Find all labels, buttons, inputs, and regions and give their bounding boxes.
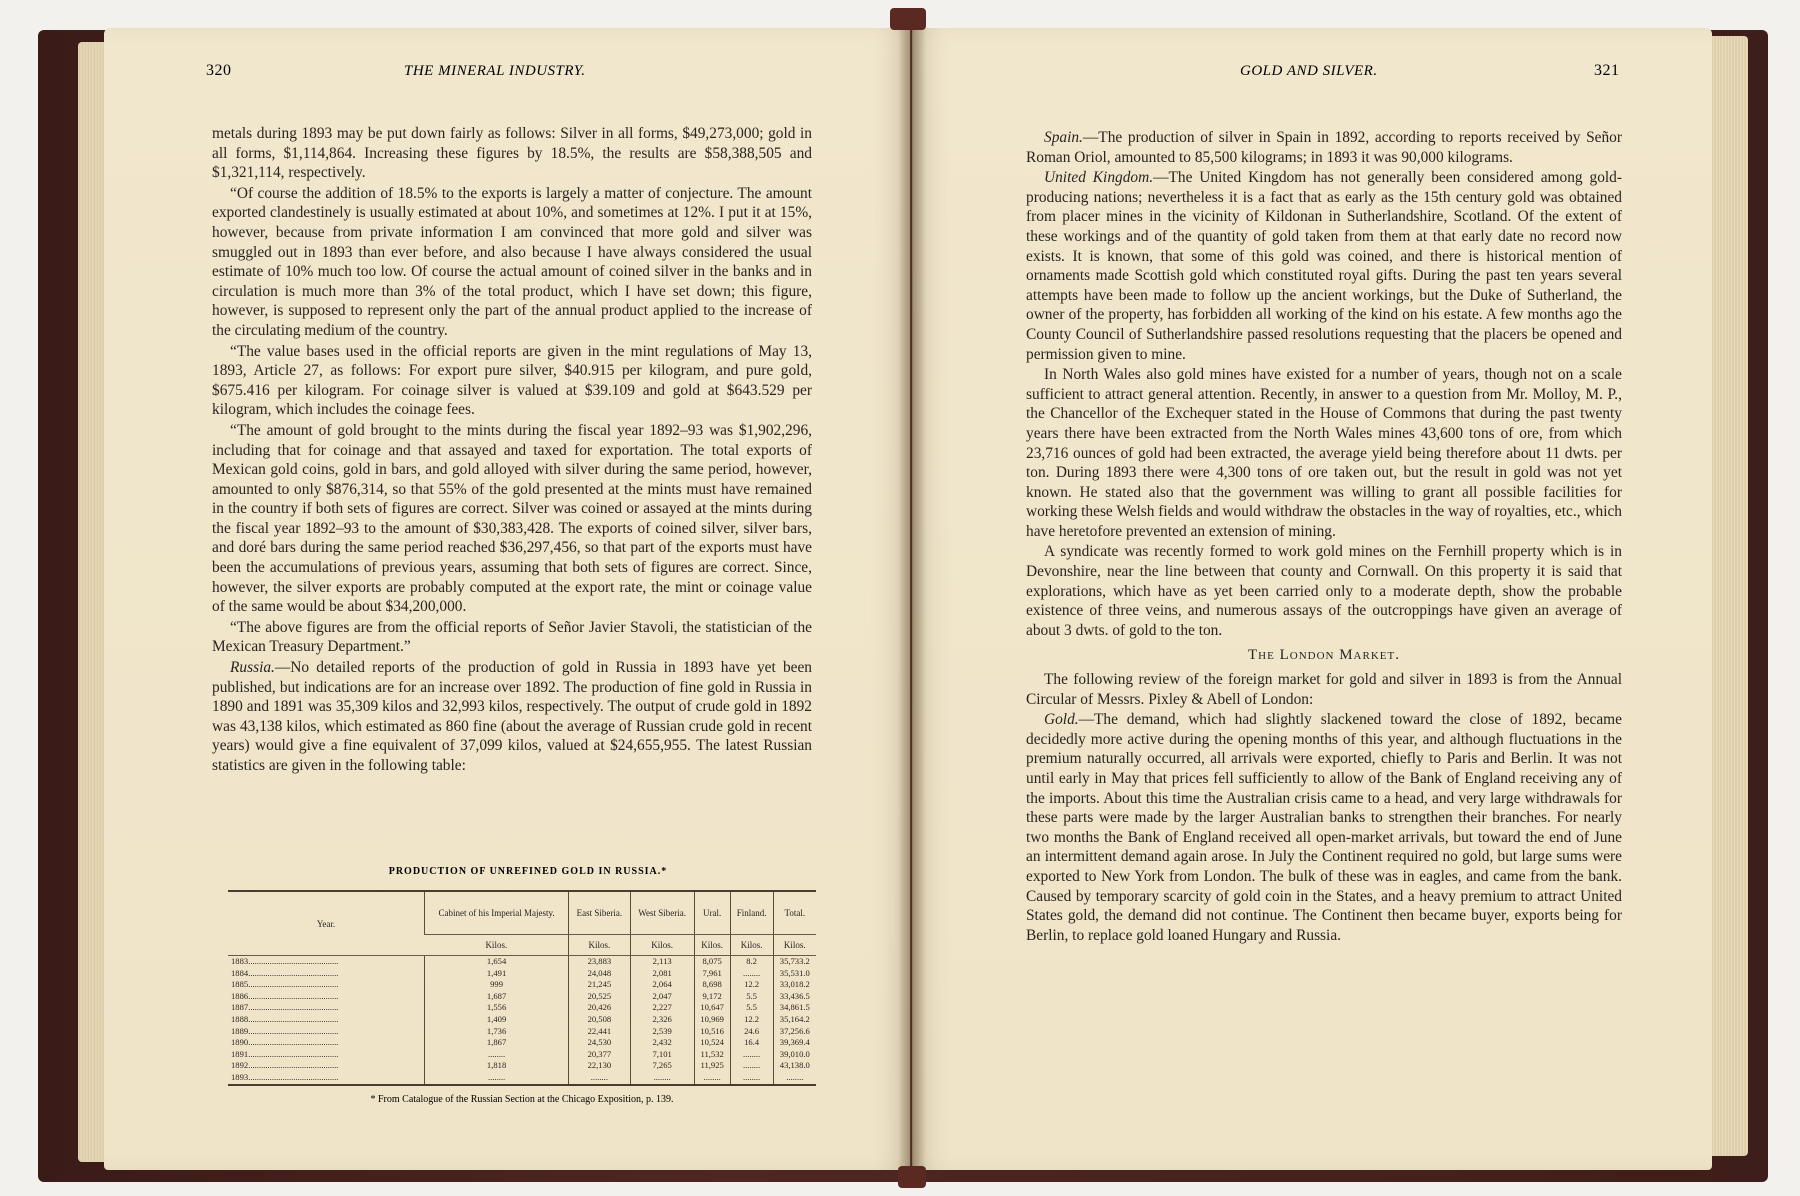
russia-gold-table <box>228 890 816 1086</box>
right-running-title: GOLD AND SILVER. <box>1240 63 1378 79</box>
value-cell: 1,818 <box>425 1060 569 1072</box>
value-cell: 2,227 <box>630 1002 694 1014</box>
table-footnote: * From Catalogue of the Russian Section at the Chicago Exposition, p. 139. <box>370 1094 674 1105</box>
col-year-header: Year. <box>228 891 425 956</box>
value-cell: 7,265 <box>630 1060 694 1072</box>
table-body <box>228 956 816 1085</box>
value-cell: 8,698 <box>694 979 730 991</box>
value-cell: 2,432 <box>630 1037 694 1049</box>
unit-label: Kilos. <box>773 935 816 956</box>
value-cell: 5.5 <box>730 991 773 1003</box>
gold-heading: Gold. <box>1044 711 1079 729</box>
year-cell: 1890.......................................... <box>231 1037 339 1048</box>
spain-text: —The production of silver in Spain in 1892, according to reports received by Señor Roman Oriol, amounted to 85,500 kilograms; in 1893 it was 90,000 kilograms. <box>1026 129 1622 166</box>
uk-heading: United Kingdom. <box>1044 169 1154 187</box>
unit-label: Kilos. <box>630 935 694 956</box>
value-cell: 39,010.0 <box>773 1049 816 1061</box>
value-cell: 8.2 <box>730 956 773 968</box>
uk-text: —The United Kingdom has not generally been considered among gold-producing nations; nevertheless it is a fact that as early as the 15th century gold was obtained from placer mines in the vicinity of Kildonan in Sutherlandshire, Scotland. Of the extent of these workings and of the quantity of gold taken from them at that early date no record now exists. It is known, that some of this gold was coined, and there is historical mention of ornaments made Scottish gold which constituted royal gifts. During the past ten years several attempts have been made to follow up the ancient workings, but the Duke of Sutherland, the owner of the property, has forbidden all working of the kind on his estate. A few months ago the County Council of Sutherlandshire passed resolutions requesting that the placers be opened and permission given to mine. <box>1026 169 1622 363</box>
value-cell: 7,101 <box>630 1049 694 1061</box>
left-body-text <box>212 124 812 777</box>
value-cell: ........ <box>425 1072 569 1085</box>
col-ural-header: Ural. <box>694 891 730 935</box>
table-row <box>228 968 816 980</box>
left-running-title: THE MINERAL INDUSTRY. <box>404 63 586 79</box>
year-cell: 1888.......................................... <box>231 1013 339 1024</box>
right-page-edges <box>1712 36 1748 1156</box>
value-cell: 34,861.5 <box>773 1002 816 1014</box>
value-cell: 20,525 <box>569 991 630 1003</box>
value-cell: 999 <box>425 979 569 991</box>
value-cell: 12.2 <box>730 1014 773 1026</box>
year-cell: 1883.......................................... <box>231 956 339 966</box>
value-cell: 1,409 <box>425 1014 569 1026</box>
year-cell: 1886.......................................... <box>231 990 339 1001</box>
value-cell: 7,961 <box>694 968 730 980</box>
value-cell: 8,075 <box>694 956 730 968</box>
table-row <box>228 1014 816 1026</box>
year-cell: 1891.......................................... <box>231 1048 339 1059</box>
table-row <box>228 956 816 968</box>
unit-label: Kilos. <box>694 935 730 956</box>
spine-top <box>890 8 926 30</box>
year-cell: 1885.......................................... <box>231 979 339 990</box>
unit-label: Kilos. <box>730 935 773 956</box>
table-row <box>228 1002 816 1014</box>
col-finland-header: Finland. <box>730 891 773 935</box>
value-cell: 10,524 <box>694 1037 730 1049</box>
value-cell: 5.5 <box>730 1002 773 1014</box>
value-cell: 1,556 <box>425 1002 569 1014</box>
book-gutter <box>898 24 926 1174</box>
russia-text: —No detailed reports of the production of gold in Russia in 1893 have yet been published, but indications are for an increase over 1892. The production of fine gold in Russia in 1890 and 1891 was 35,309 kilos and 32,993 kilos, respectively. The output of crude gold in 1892 was 43,138 kilos, which estimated as 860 fine (about the average of Russian crude gold in recent years) would give a fine equivalent of 37,099 kilos, valued at $24,655,955. The latest Russian statistics are given in the following table: <box>212 659 812 774</box>
value-cell: ........ <box>630 1072 694 1085</box>
table-row <box>228 1060 816 1072</box>
right-body-text <box>1026 128 1622 946</box>
value-cell: 2,064 <box>630 979 694 991</box>
value-cell: 16.4 <box>730 1037 773 1049</box>
table-row <box>228 979 816 991</box>
value-cell: 33,436.5 <box>773 991 816 1003</box>
paragraph: “The above figures are from the official reports of Señor Javier Stavoli, the statistician of the Mexican Treasury Department.” <box>212 618 812 656</box>
year-cell: 1887.......................................... <box>231 1002 339 1013</box>
value-cell: 2,539 <box>630 1026 694 1038</box>
value-cell: ........ <box>730 968 773 980</box>
spine-bottom <box>898 1166 926 1188</box>
table-row <box>228 1049 816 1061</box>
value-cell: 39,369.4 <box>773 1037 816 1049</box>
col-total-header: Total. <box>773 891 816 935</box>
value-cell: ........ <box>730 1060 773 1072</box>
value-cell: 2,326 <box>630 1014 694 1026</box>
russia-paragraph <box>212 658 812 776</box>
value-cell: 11,925 <box>694 1060 730 1072</box>
value-cell: 9,172 <box>694 991 730 1003</box>
value-cell: 23,883 <box>569 956 630 968</box>
unit-label: Kilos. <box>569 935 630 956</box>
value-cell: 35,164.2 <box>773 1014 816 1026</box>
year-cell: 1884.......................................... <box>231 967 339 978</box>
gold-text: —The demand, which had slightly slackened toward the close of 1892, became decidedly more active during the opening months of this year, and although fluctuations in the premium naturally occurred, all arrivals were exported, chiefly to Paris and Berlin. It was not until early in May that prices fell sufficiently to allow of the Bank of England receiving any of the imports. About this time the Australian crisis came to a head, and very large withdrawals for these parts were made by the larger Australian banks to strengthen their branches. For nearly two months the Bank of England received all open-market arrivals, but toward the end of June an intermittent demand again arose. In July the Continent required no gold, but large sums were exported to New York from London. The bulk of these was in eagles, and came from the bank. Caused by temporary scarcity of gold coin in the States, and a heavy premium to attract United States gold, the demand did not continue. The Continent then became buyer, exports being for Berlin, to replace gold loaned Hungary and Russia. <box>1026 711 1622 944</box>
table-caption: PRODUCTION OF UNREFINED GOLD IN RUSSIA.* <box>388 866 668 877</box>
year-cell: 1893.......................................... <box>228 1072 425 1085</box>
russia-heading: Russia. <box>230 659 275 677</box>
col-cabinet-header: Cabinet of his Imperial Majesty. <box>425 891 569 935</box>
london-intro-paragraph: The following review of the foreign market for gold and silver in 1893 is from the Annual Circular of Messrs. Pixley & Abell of London: <box>1026 671 1622 708</box>
table-row <box>228 1072 816 1085</box>
unit-label: Kilos. <box>425 935 569 956</box>
gold-paragraph <box>1026 710 1622 945</box>
year-cell: 1892.......................................... <box>231 1060 339 1071</box>
value-cell: 22,441 <box>569 1026 630 1038</box>
paragraph: metals during 1893 may be put down fairly as follows: Silver in all forms, $49,273,000; gold in all forms, $1,114,864. Increasing these figures by 18.5%, the results are $58,388,505 and $1,321,114, respectively. <box>212 125 812 182</box>
value-cell: 1,867 <box>425 1037 569 1049</box>
value-cell: ........ <box>773 1072 816 1085</box>
left-page-number: 320 <box>206 62 232 79</box>
section-heading: The London Market. <box>1248 647 1400 664</box>
value-cell: 24,530 <box>569 1037 630 1049</box>
right-page-number: 321 <box>1594 62 1620 79</box>
syndicate-paragraph: A syndicate was recently formed to work gold mines on the Fernhill property which is in Devonshire, near the line between that county and Cornwall. On this property it is said that explorations, which have as yet been carried only to a moderate depth, show the probable existence of three veins, and numerous assays of the outcroppings have given an average of about 3 dwts. of gold to the ton. <box>1026 543 1622 639</box>
spain-heading: Spain. <box>1044 129 1083 146</box>
value-cell: ........ <box>730 1049 773 1061</box>
table-row <box>228 1037 816 1049</box>
value-cell: 20,508 <box>569 1014 630 1026</box>
value-cell: ........ <box>730 1072 773 1085</box>
value-cell: 33,018.2 <box>773 979 816 991</box>
value-cell: 10,969 <box>694 1014 730 1026</box>
value-cell: 11,532 <box>694 1049 730 1061</box>
value-cell: 1,491 <box>425 968 569 980</box>
col-east-siberia-header: East Siberia. <box>569 891 630 935</box>
col-west-siberia-header: West Siberia. <box>630 891 694 935</box>
year-cell: 1889.......................................... <box>231 1025 339 1036</box>
value-cell: 20,426 <box>569 1002 630 1014</box>
spain-paragraph <box>1026 128 1622 167</box>
table-row <box>228 991 816 1003</box>
value-cell: 10,647 <box>694 1002 730 1014</box>
value-cell: ........ <box>425 1049 569 1061</box>
uk-paragraph <box>1026 168 1622 364</box>
value-cell: 10,516 <box>694 1026 730 1038</box>
paragraph: “The amount of gold brought to the mints during the fiscal year 1892–93 was $1,902,296, including that for coinage and that assayed and taxed for exportation. The total exports of Mexican gold coins, gold in bars, and gold alloyed with silver during the same period, however, amounted to only $876,314, so that 55% of the gold presented at the mints must have remained in the country if both sets of figures are correct. Silver was coined or assayed at the mints during the fiscal year 1892–93 to the amount of $30,383,428. The exports of coined silver, silver bars, and doré bars during the same period reached $36,297,456, so that part of the exports must have been the accumulations of previous years, assuming that both sets of figures are correct. Since, however, the silver exports are probably computed at the export rate, the mint or coinage value of the same would be about $34,200,000. <box>212 421 812 616</box>
value-cell: 2,113 <box>630 956 694 968</box>
value-cell: 43,138.0 <box>773 1060 816 1072</box>
value-cell: 24,048 <box>569 968 630 980</box>
value-cell: 20,377 <box>569 1049 630 1061</box>
paragraph: “The value bases used in the official reports are given in the mint regulations of May 13, 1893, Article 27, as follows: For export pure silver, $40.915 per kilogram, and pure gold, $675.416 per kilogram. For coinage silver is valued at $39.109 and gold at $643.529 per kilogram, which includes the coinage fees. <box>212 342 812 419</box>
wales-paragraph: In North Wales also gold mines have existed for a number of years, though not on a scale sufficient to attract general attention. Recently, in answer to a question from Mr. Molloy, M. P., the Chancellor of the Exchequer stated in the House of Commons that during the past twenty years there have been extracted from the North Wales mines 43,600 tons of ore, from which 23,716 ounces of gold had been extracted, the average yield being therefore about 11 dwts. per ton. During 1893 there were 4,300 tons of ore taken out, but the result in gold was not yet known. He stated also that the government was willing to grant all possible facilities for working these Welsh fields and would withdraw the obstacles in the way of royalties, etc., which have heretofore prevented an extension of mining. <box>1026 366 1623 540</box>
value-cell: ........ <box>694 1072 730 1085</box>
value-cell: 2,047 <box>630 991 694 1003</box>
value-cell: 12.2 <box>730 979 773 991</box>
value-cell: 24.6 <box>730 1026 773 1038</box>
value-cell: 1,687 <box>425 991 569 1003</box>
value-cell: 2,081 <box>630 968 694 980</box>
value-cell: 37,256.6 <box>773 1026 816 1038</box>
value-cell: 1,654 <box>425 956 569 968</box>
paragraph: “Of course the addition of 18.5% to the exports is largely a matter of conjecture. The amount exported clandestinely is usually estimated at about 10%, and sometimes at 12%. I put it at 15%, however, because from private information I am convinced that more gold and silver was smuggled out in 1893 than ever before, and also because I have always considered the usual estimate of 10% much too low. Of course the actual amount of coined silver in the banks and in circulation is much more than 3% of the total product, which I have set down; this figure, however, is supposed to represent only the part of the annual product applied to the increase of the circulating medium of the country. <box>212 184 812 339</box>
value-cell: 1,736 <box>425 1026 569 1038</box>
table-row <box>228 1026 816 1038</box>
value-cell: 35,733.2 <box>773 956 816 968</box>
value-cell: 35,531.0 <box>773 968 816 980</box>
value-cell: 21,245 <box>569 979 630 991</box>
value-cell: 22,130 <box>569 1060 630 1072</box>
value-cell: ........ <box>569 1072 630 1085</box>
